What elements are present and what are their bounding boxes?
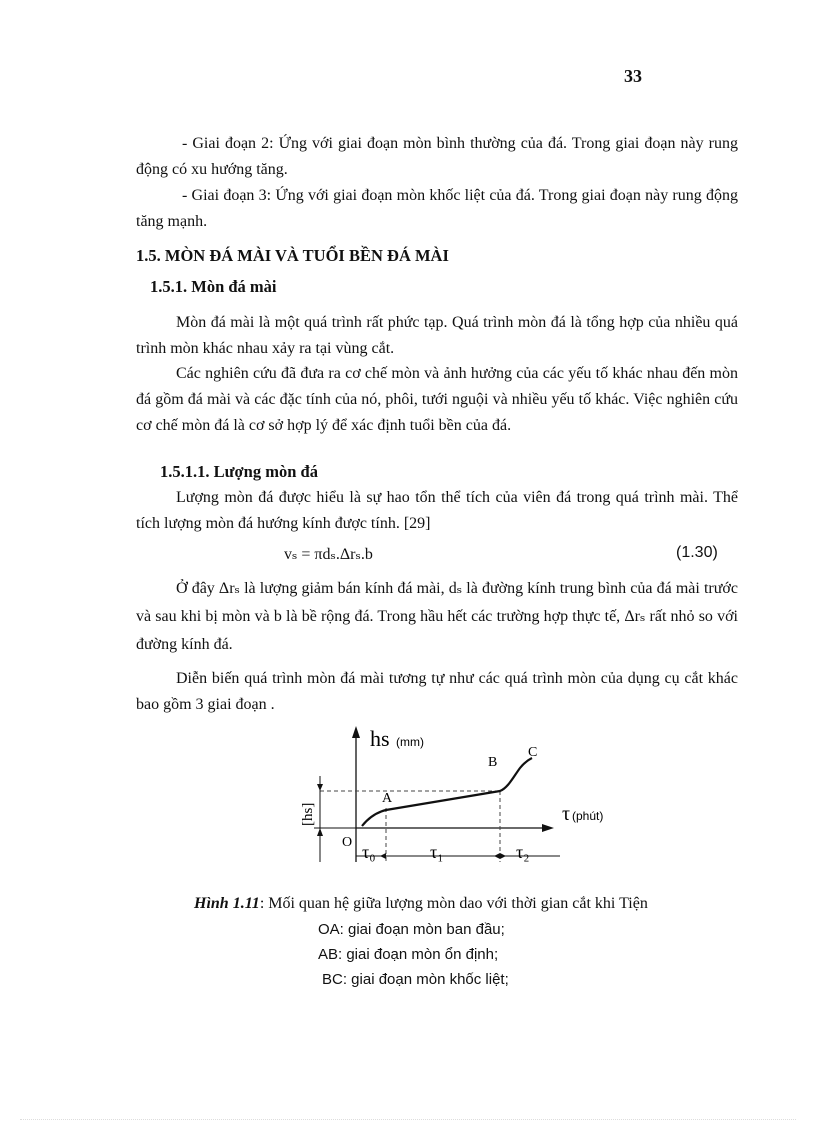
x-axis-label: τ <box>562 803 571 825</box>
section-title: 1.5. MÒN ĐÁ MÀI VÀ TUỔI BỀN ĐÁ MÀI <box>136 246 449 265</box>
point-c-label: C <box>528 745 538 760</box>
hs-arrow-up-icon <box>317 828 323 836</box>
paragraph-progress: Diễn biến quá trình mòn đá mài tương tự như các quá trình mòn của dụng cụ cắt khác bao gồm 3 giai đoạn . <box>136 670 738 713</box>
tau1-right-arrow-icon <box>494 853 500 859</box>
wear-curve-diagram <box>290 722 630 872</box>
point-b-label: B <box>488 755 498 770</box>
y-axis-label: hs <box>370 726 390 751</box>
point-a-label: A <box>382 791 393 806</box>
y-axis-arrow-icon <box>352 726 360 738</box>
wear-curve-figure <box>290 722 630 877</box>
paragraph-stage-3: - Giai đoạn 3: Ứng với giai đoạn mòn khốc liệt của đá. Trong giai đoạn này rung động tăng mạnh. <box>136 187 738 230</box>
paragraph-wear-intro: Mòn đá mài là một quá trình rất phức tạp. Quá trình mòn đá là tổng hợp của nhiều quá trình mòn khác nhau xảy ra tại vùng cắt. <box>136 314 738 357</box>
figure-caption <box>194 895 648 913</box>
legend-bc: BC: giai đoạn mòn khốc liệt; <box>322 971 509 988</box>
paragraph-stage-2: - Giai đoạn 2: Ứng với giai đoạn mòn bình thường của đá. Trong giai đoạn này rung động có xu hướng tăng. <box>136 135 738 178</box>
tau1-left-arrow-icon <box>380 853 386 859</box>
figure-caption-text: : Mối quan hệ giữa lượng mòn dao với thời gian cắt khi Tiện <box>259 895 648 912</box>
figure-caption-label: Hình 1.11 <box>194 895 260 912</box>
page-number: 33 <box>624 66 642 86</box>
tau0-label: τ₀ <box>362 842 376 862</box>
paragraph-where: Ở đây Δrₛ là lượng giảm bán kính đá mài, dₛ là đường kính trung bình của đá mài trước và sau khi bị mòn và b là bề rộng đá. Trong hầu hết các trường hợp thực tế, Δrₛ rất nhỏ so với đường kính đá. <box>136 580 738 653</box>
legend-oa: OA: giai đoạn mòn ban đầu; <box>318 921 505 938</box>
hs-bracket-label: [hs] <box>300 802 316 826</box>
legend-ab: AB: giai đoạn mòn ổn định; <box>318 946 499 963</box>
tau2-label: τ₂ <box>516 842 530 862</box>
formula-number: (1.30) <box>676 544 718 561</box>
page-bottom-rule <box>20 1119 796 1120</box>
x-axis-arrow-icon <box>542 824 554 832</box>
tau2-left-arrow-icon <box>500 853 506 859</box>
hs-arrow-down-icon <box>317 784 323 791</box>
y-axis-unit: (mm) <box>396 735 424 749</box>
formula-1-30: vₛ = πdₛ.Δrₛ.b <box>284 546 373 563</box>
paragraph-research: Các nghiên cứu đã đưa ra cơ chế mòn và ảnh hưởng của các yếu tố khác nhau đến mòn đá gồm đá mài và các đặc tính của nó, phôi, tưới nguội và nhiều yếu tố khác. Việc nghiên cứu cơ chế mòn đá là cơ sở hợp lý để xác định tuổi bền của đá. <box>136 365 738 434</box>
origin-label: O <box>342 835 353 850</box>
tau1-label: τ₁ <box>430 842 444 862</box>
paragraph-wear-amount: Lượng mòn đá được hiểu là sự hao tổn thể tích của viên đá trong quá trình mài. Thể tích lượng mòn đá hướng kính được tính. [29] <box>136 489 738 532</box>
x-axis-unit: (phút) <box>572 809 604 823</box>
subsection-title: 1.5.1. Mòn đá mài <box>150 277 277 296</box>
subsubsection-title: 1.5.1.1. Lượng mòn đá <box>160 462 318 481</box>
